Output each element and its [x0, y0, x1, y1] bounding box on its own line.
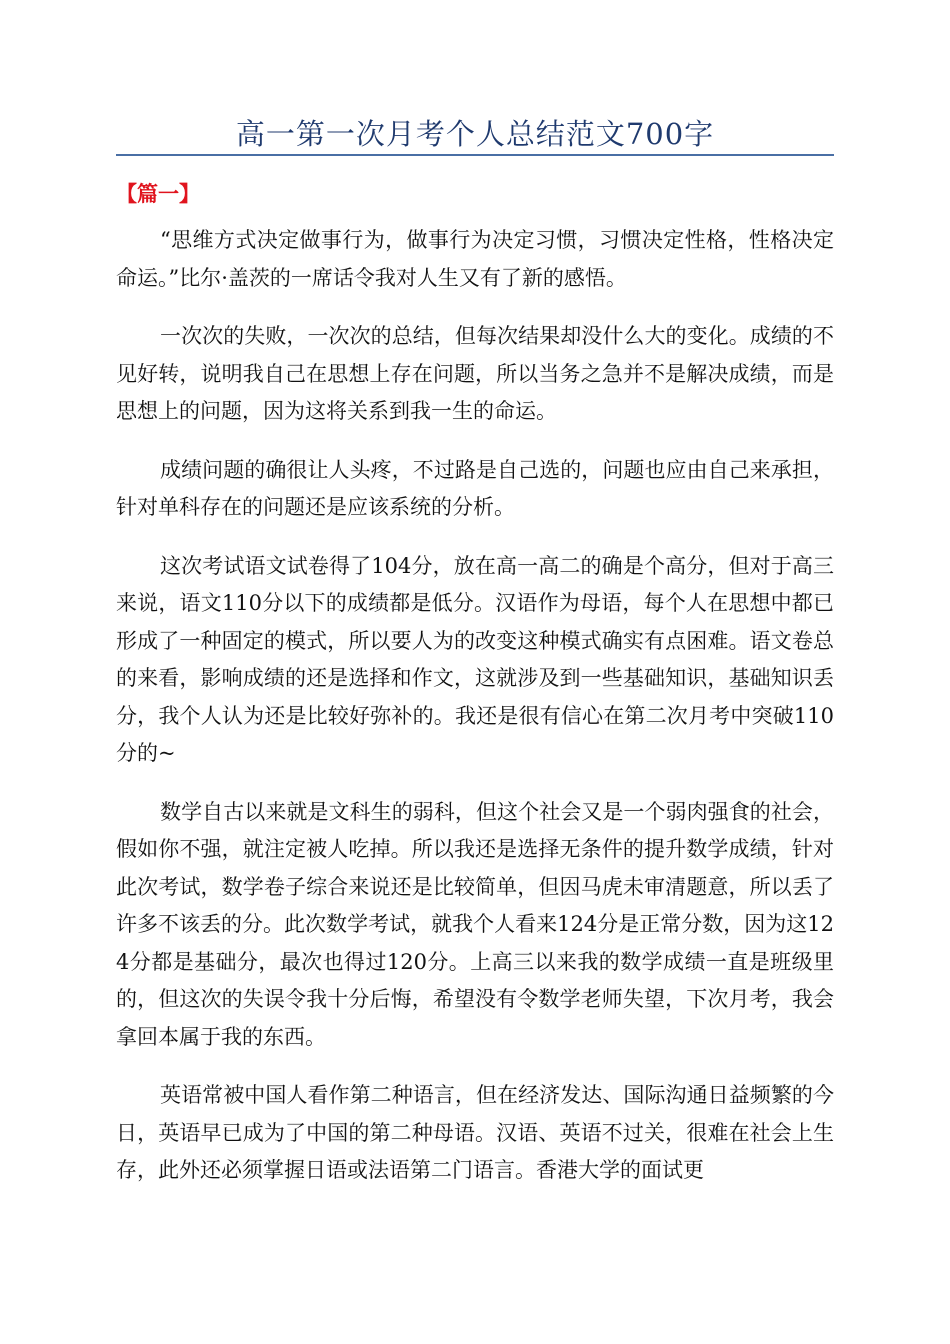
paragraph: 这次考试语文试卷得了104分，放在高一高二的确是个高分，但对于高三来说，语文110分以下的成绩都是低分。汉语作为母语，每个人在思想中都已形成了一种固定的模式，所以要人为的改变这种模式确实有点困难。语文卷总的来看，影响成绩的还是选择和作文，这就涉及到一些基础知识，基础知识丢分，我个人认为还是比较好弥补的。我还是很有信心在第二次月考中突破110分的~ [116, 553, 834, 765]
paragraph: 成绩问题的确很让人头疼，不过路是自己选的，问题也应由自己来承担，针对单科存在的问题还是应该系统的分析。 [116, 457, 834, 519]
title-underline [116, 154, 834, 156]
paragraph: 数学自古以来就是文科生的弱科，但这个社会又是一个弱肉强食的社会，假如你不强，就注定被人吃掉。所以我还是选择无条件的提升数学成绩，针对此次考试，数学卷子综合来说还是比较简单，但因马虎未审清题意，所以丢了许多不该丢的分。此次数学考试，就我个人看来124分是正常分数，因为这124分都是基础分，最次也得过120分。上高三以来我的数学成绩一直是班级里的，但这次的失误令我十分后悔，希望没有令数学老师失望，下次月考，我会拿回本属于我的东西。 [116, 799, 834, 1049]
paragraph: “思维方式决定做事行为，做事行为决定习惯，习惯决定性格，性格决定命运。”比尔·盖茨的一席话令我对人生又有了新的感悟。 [116, 228, 834, 290]
section-heading: 【篇一】 [116, 181, 200, 206]
paragraph: 一次次的失败，一次次的总结，但每次结果却没什么大的变化。成绩的不见好转，说明我自己在思想上存在问题，所以当务之急并不是解决成绩，而是思想上的问题，因为这将关系到我一生的命运。 [116, 324, 834, 423]
document-title: 高一第一次月考个人总结范文700字 [235, 117, 715, 151]
body-text [116, 222, 834, 1211]
paragraph: 英语常被中国人看作第二种语言，但在经济发达、国际沟通日益频繁的今日，英语早已成为了中国的第二种母语。汉语、英语不过关，很难在社会上生存，此外还必须掌握日语或法语第二门语言。香港大学的面试更 [116, 1083, 834, 1182]
